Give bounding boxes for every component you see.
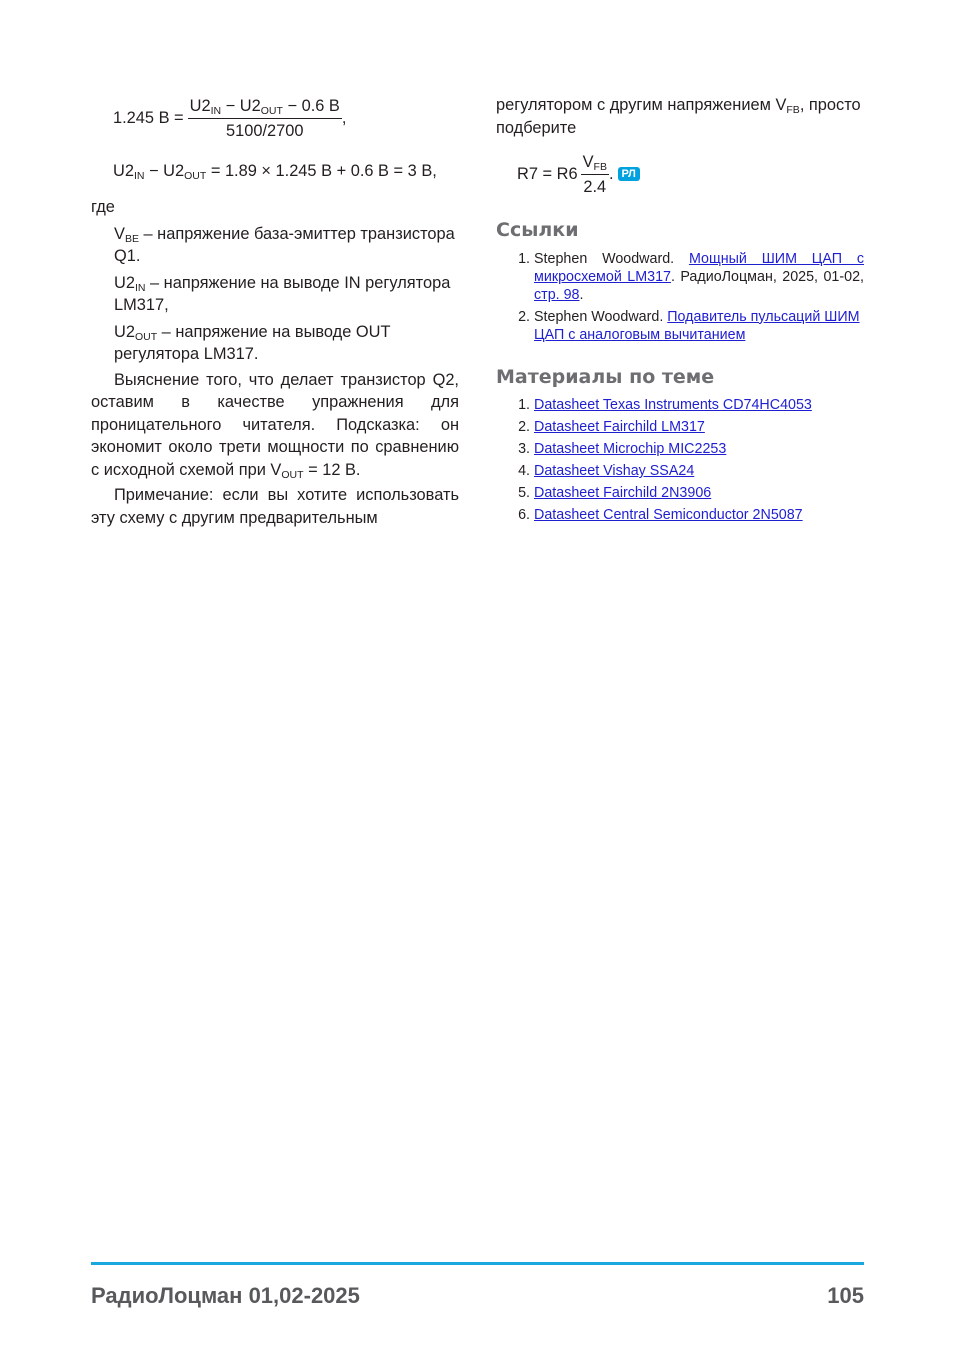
eq1-numerator: $U2_{IN} - U2_{OUT} - 0.6$ В bbox=[189, 96, 340, 117]
list-item: 2. Stephen Woodward. Подавитель пульсаций ШИМ ЦАП с аналоговым вычитанием bbox=[534, 308, 864, 344]
eq3-numerator: $V_{FB}$ bbox=[582, 152, 607, 173]
paragraph-continuation: регулятором с другим напряжением $V_{FB}$, просто подберите bbox=[496, 96, 861, 137]
list-item bbox=[534, 506, 864, 524]
links-list bbox=[496, 250, 864, 344]
footer-page-number: 105 bbox=[827, 1283, 864, 1308]
datasheet-link[interactable]: Datasheet Vishay SSA24 bbox=[534, 463, 695, 479]
paragraph-note: Примечание: если вы хотите использовать эту схему с другим предварительным bbox=[91, 486, 459, 527]
list-item bbox=[534, 418, 864, 436]
footer-divider bbox=[91, 1262, 864, 1265]
footer-magazine-title: РадиоЛоцман 01,02-2025 bbox=[91, 1283, 360, 1308]
definition-vbe: $V_{BE}$ – напряжение база-эмиттер транзистора Q1. bbox=[114, 224, 455, 265]
eq3-lhs: R7 = R6 bbox=[517, 164, 578, 183]
eq3-tail: . bbox=[608, 164, 614, 183]
reference-link[interactable]: Подавитель пульсаций ШИМ ЦАП с аналоговым вычитанием bbox=[534, 308, 860, 343]
eq1-fraction bbox=[188, 96, 342, 141]
equation-3 bbox=[517, 151, 864, 197]
eq1-lhs: 1.245 В = bbox=[113, 108, 184, 127]
materials-heading: Материалы по теме bbox=[496, 365, 715, 388]
left-column bbox=[91, 92, 459, 529]
list-item bbox=[534, 440, 864, 458]
links-heading: Ссылки bbox=[496, 219, 579, 241]
datasheet-link[interactable]: Datasheet Central Semiconductor 2N5087 bbox=[534, 507, 803, 523]
list-item bbox=[534, 462, 864, 480]
datasheet-link[interactable]: Datasheet Texas Instruments CD74HC4053 bbox=[534, 397, 812, 413]
materials-list bbox=[496, 396, 864, 524]
definition-u2in: $U2_{IN}$ – напряжение на выводе IN регулятора LM317, bbox=[114, 273, 451, 314]
reference-link[interactable]: Мощный ШИМ ЦАП с микросхемой LM317 bbox=[534, 250, 864, 285]
datasheet-link[interactable]: Datasheet Fairchild 2N3906 bbox=[534, 485, 712, 501]
eq3-denominator: 2.4 bbox=[583, 177, 607, 196]
eq1-denominator: 5100/2700 bbox=[226, 121, 304, 140]
datasheet-link[interactable]: Datasheet Microchip MIC2253 bbox=[534, 441, 727, 457]
equation-1 bbox=[113, 92, 459, 144]
rl-end-badge: РЛ bbox=[618, 167, 640, 181]
list-item bbox=[534, 484, 864, 502]
right-column bbox=[496, 92, 864, 528]
paragraph-q2: Выяснение того, что делает транзистор Q2, оставим в качестве упражнения для проницательного читателя. Подсказка: он экономит около трети мощности по сравнению с исходной схемой при $V_{OUT} = 12$ В. bbox=[91, 370, 459, 481]
definition-u2out: $U2_{OUT}$ – напряжение на выводе OUT регулятора LM317. bbox=[114, 322, 391, 363]
list-item bbox=[534, 396, 864, 414]
list-item: 1. Stephen Woodward. Мощный ШИМ ЦАП с микросхемой LM317. РадиоЛоцман, 2025, 01-02, стр. 98. bbox=[534, 250, 864, 304]
equation-2: $U2_{IN} - U2_{OUT} = 1.89 \times 1.245$ В + 0.6 В = 3 В, bbox=[113, 162, 437, 182]
eq3-fraction bbox=[581, 152, 609, 197]
where-label: где bbox=[91, 198, 115, 216]
datasheet-link[interactable]: Datasheet Fairchild LM317 bbox=[534, 419, 705, 435]
reference-page-link[interactable]: стр. 98 bbox=[534, 286, 580, 303]
eq1-tail: , bbox=[341, 108, 347, 127]
